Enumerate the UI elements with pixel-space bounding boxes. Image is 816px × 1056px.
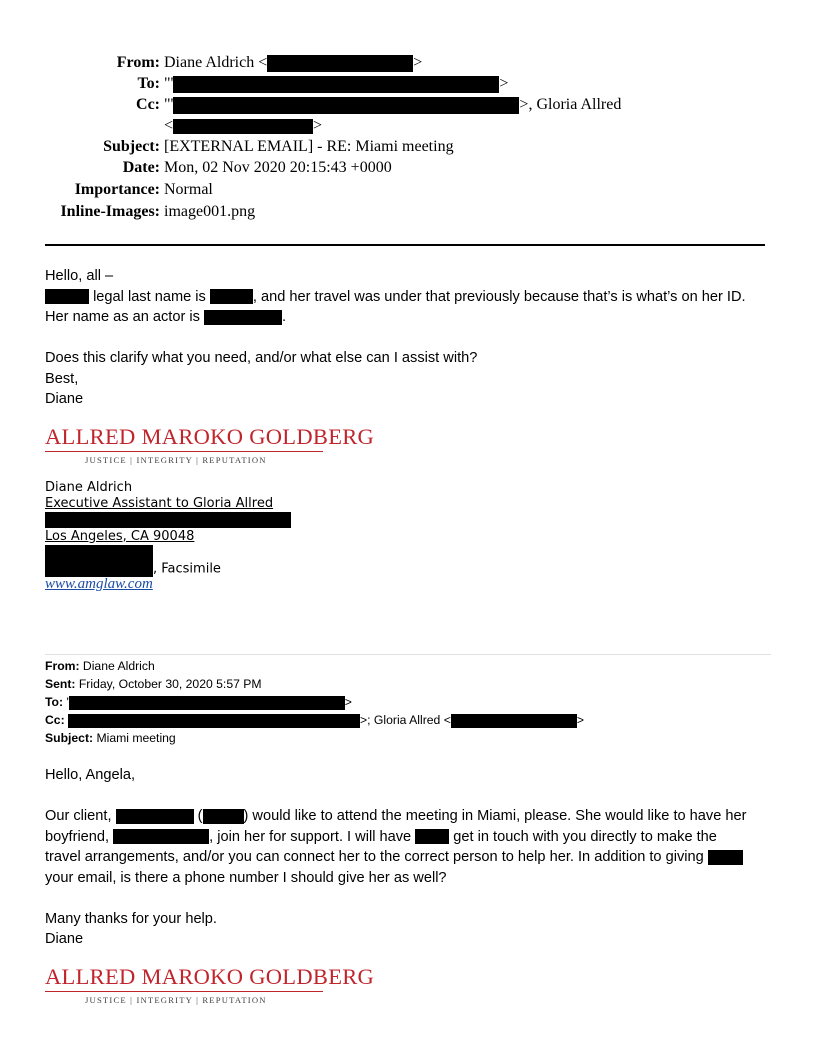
redaction	[45, 512, 291, 528]
original-p1-l2c: get in touch with you directly to make the	[453, 828, 717, 845]
original-p1-l3: travel arrangements, and/or you can connect her to the correct person to help her. In addition to giving	[45, 849, 704, 865]
redaction	[116, 809, 194, 824]
inline-images-value: image001.png	[164, 203, 256, 220]
from-name: Diane Aldrich <	[164, 54, 268, 71]
reply-line-2	[45, 307, 746, 328]
original-p1-l1b: (	[197, 808, 203, 824]
date-label: Date:	[122, 159, 160, 176]
forward-divider	[45, 654, 771, 655]
signature-fax-label: , Facsimile	[153, 561, 221, 577]
original-p1-l2a: boyfriend,	[45, 828, 110, 845]
header-divider	[45, 244, 765, 246]
reply-closing: Best,	[45, 370, 79, 387]
signature-phone	[45, 545, 291, 562]
original-thanks: Many thanks for your help.	[45, 910, 217, 927]
reply-line-2a: Her name as an actor is	[45, 309, 200, 325]
importance-label: Importance:	[74, 181, 160, 198]
original-cc-label: Cc:	[45, 713, 65, 727]
original-p1-l1a: Our client,	[45, 808, 112, 824]
redaction	[415, 829, 449, 844]
original-to-label: To:	[45, 695, 64, 709]
cc-label: Cc:	[136, 96, 160, 113]
original-sent-label: Sent:	[45, 677, 76, 691]
redaction	[267, 55, 413, 72]
logo-tagline: JUSTICE | INTEGRITY | REPUTATION	[85, 455, 267, 465]
redaction	[45, 561, 153, 577]
reply-signoff: Diane	[45, 391, 84, 407]
original-from-value: Diane Aldrich	[82, 659, 155, 673]
original-to	[45, 693, 584, 711]
firm-logo	[45, 424, 375, 465]
reply-greeting: Hello, all –	[45, 268, 114, 284]
email-header	[0, 52, 816, 223]
signature-city: Los Angeles, CA 90048	[45, 528, 195, 544]
signature-block	[45, 480, 291, 578]
from-row	[0, 52, 816, 73]
original-to-open: '	[66, 695, 69, 709]
reply-line-1b: , and her travel was under that previously because that’s is what’s on her ID.	[252, 288, 746, 305]
reply-line-1a: legal last name is	[93, 288, 206, 305]
firm-logo-2	[45, 964, 375, 1005]
redaction	[69, 696, 345, 710]
website-link[interactable]: www.amglaw.com	[45, 576, 153, 592]
reply-body	[45, 266, 746, 410]
redaction	[173, 76, 499, 93]
original-signoff: Diane	[45, 931, 84, 947]
original-from	[45, 657, 584, 675]
original-p1-l1c: ) would like to attend the meeting in Miami, please. She would like to have her	[243, 808, 747, 824]
cc-row-continued	[0, 115, 816, 136]
original-p1-line-1	[45, 806, 746, 827]
original-to-close: >	[344, 695, 352, 709]
from-label: From:	[116, 54, 160, 71]
original-header	[45, 657, 584, 747]
original-p1-line-2	[45, 827, 746, 848]
redaction	[708, 850, 743, 865]
original-greeting: Hello, Angela,	[45, 767, 136, 783]
to-close: >	[499, 75, 509, 92]
original-cc-mid: >; Gloria Allred <	[360, 713, 451, 727]
cc-open: "'	[164, 96, 174, 113]
subject-label: Subject:	[103, 138, 160, 155]
reply-line-2b: .	[282, 309, 287, 325]
from-close: >	[413, 54, 423, 71]
original-p1-line-4: your email, is there a phone number I should give her as well?	[45, 869, 447, 886]
redaction	[45, 545, 153, 561]
signature-name: Diane Aldrich	[45, 480, 133, 495]
original-subject-value: Miami meeting	[96, 731, 176, 745]
signature-title: Executive Assistant to Gloria Allred	[45, 496, 274, 511]
cc-row	[0, 94, 816, 115]
reply-question: Does this clarify what you need, and/or what else can I assist with?	[45, 350, 478, 366]
logo-tagline: JUSTICE | INTEGRITY | REPUTATION	[85, 995, 267, 1005]
original-cc	[45, 711, 584, 729]
date-row	[0, 157, 816, 179]
redaction	[451, 714, 577, 728]
date-value: Mon, 02 Nov 2020 20:15:43 +0000	[164, 159, 392, 176]
inline-images-row	[0, 201, 816, 223]
logo-rule	[45, 991, 323, 992]
inline-images-label: Inline-Images:	[60, 203, 160, 220]
reply-line-1	[45, 287, 746, 308]
original-subject-label: Subject:	[45, 731, 94, 745]
to-open: "'	[164, 75, 174, 92]
from-value	[164, 52, 422, 73]
importance-row	[0, 179, 816, 201]
original-subject	[45, 729, 584, 747]
cc-line2-close: >	[313, 117, 323, 134]
logo-name: ALLRED MAROKO GOLDBERG	[45, 964, 375, 989]
original-p1-line-3	[45, 847, 746, 868]
original-sent-value: Friday, October 30, 2020 5:57 PM	[78, 677, 262, 691]
redaction	[204, 310, 282, 325]
subject-value: [EXTERNAL EMAIL] - RE: Miami meeting	[164, 138, 454, 155]
to-value	[164, 73, 508, 94]
signature-address	[45, 512, 291, 529]
original-cc-close: >	[576, 713, 584, 727]
to-label: To:	[137, 75, 160, 92]
original-p1-l2b: , join her for support. I will have	[209, 828, 412, 845]
cc-value	[164, 94, 621, 115]
redaction	[173, 119, 313, 134]
logo-name: ALLRED MAROKO GOLDBERG	[45, 424, 375, 449]
original-body	[45, 765, 746, 950]
redaction	[210, 289, 253, 304]
logo-rule	[45, 451, 323, 452]
original-sent	[45, 675, 584, 693]
redaction	[68, 714, 360, 728]
cc-value-continued	[164, 115, 322, 136]
redaction	[203, 809, 244, 824]
original-from-label: From:	[45, 659, 80, 673]
redaction	[45, 289, 89, 304]
to-row	[0, 73, 816, 94]
redaction	[113, 829, 209, 844]
subject-row	[0, 136, 816, 157]
importance-value: Normal	[164, 181, 213, 198]
cc-line2-open: <	[164, 117, 174, 134]
redaction	[173, 97, 519, 114]
cc-tail: >, Gloria Allred	[519, 96, 622, 113]
